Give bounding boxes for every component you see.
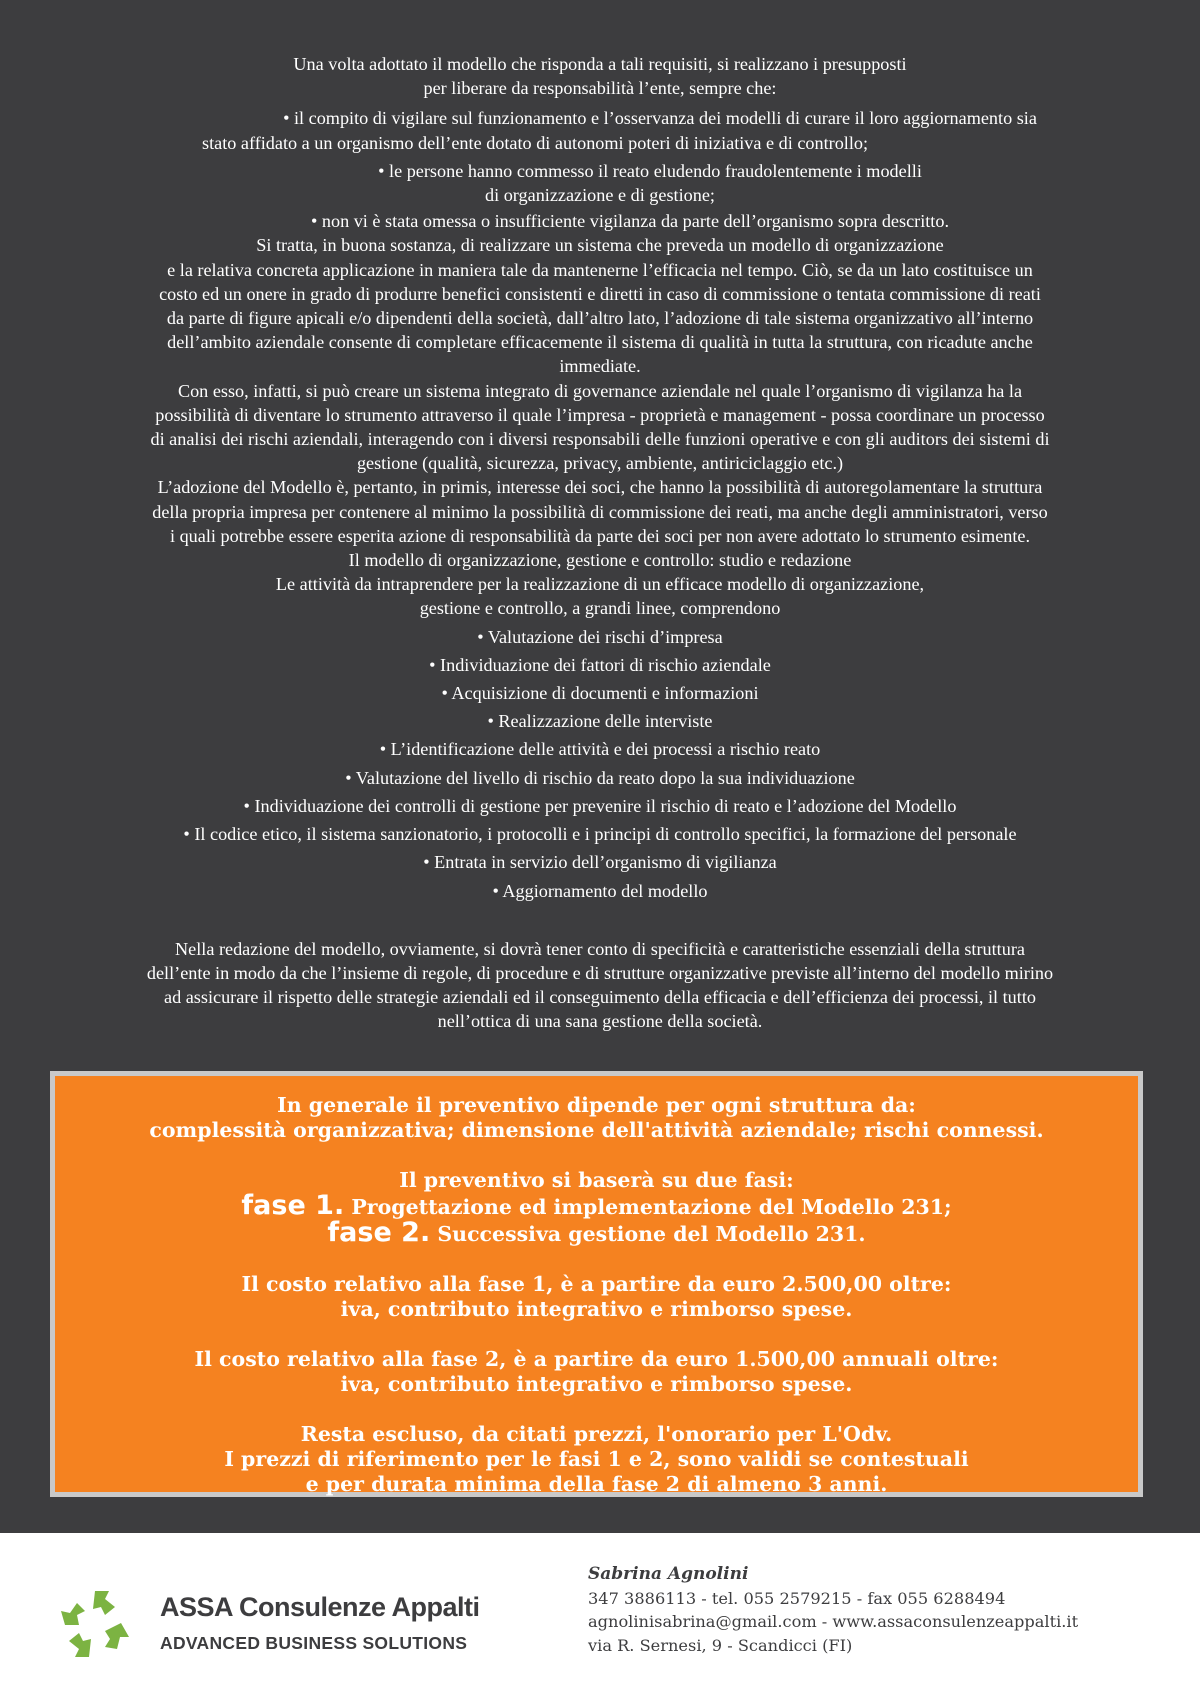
list-item: • Valutazione del livello di rischio da reato dopo la sua individuazione [345,767,855,788]
paragraph-line: gestione (qualità, sicurezza, privacy, ambiente, antiriciclaggio etc.) [356,453,844,474]
quote-line: Resta escluso, da citati prezzi, l'onorario per L'Odv. [300,1422,893,1446]
list-item: • Aggiornamento del modello [492,880,708,901]
contact-phones: 347 3886113 - tel. 055 2579215 - fax 055 6288494 [588,1588,1006,1608]
quote-line: iva, contributo integrativo e rimborso spese. [340,1372,853,1396]
requirement-item: • il compito di vigilare sul funzionamento e l’osservanza dei modelli di curare il loro aggiornamento sia [283,108,1037,129]
recycle-arrows-logo-icon [55,1585,135,1665]
list-item: • Individuazione dei controlli di gestione per prevenire il rischio di reato e l’adozione del Modello [243,795,957,816]
paragraph-line: L’adozione del Modello è, pertanto, in primis, interesse dei soci, che hanno la possibilità di autoregolamentare la struttura [157,477,1043,498]
paragraph-line: Con esso, infatti, si può creare un sistema integrato di governance aziendale nel quale l’organismo di vigilanza ha la [177,380,1023,401]
activities-list [40,623,1160,905]
paragraph-line: nell’ottica di una sana gestione della società. [437,1011,763,1032]
quote-line: I prezzi di riferimento per le fasi 1 e 2, sono validi se contestuali [224,1447,969,1471]
company-name: ASSA Consulenze Appalti [160,1592,480,1622]
quote-box-frame [50,1071,1143,1497]
list-item: • Realizzazione delle interviste [487,711,713,732]
paragraph-line: gestione e controllo, a grandi linee, comprendono [419,598,781,619]
paragraph-line: Nella redazione del modello, ovviamente, si dovrà tener conto di specificità e caratteristiche essenziali della struttura [175,938,1025,959]
paragraph-line: i quali potrebbe essere esperita azione di responsabilità da parte dei soci per non avere adottato lo strumento esimente. [169,525,1031,546]
quote-line: Il preventivo si baserà su due fasi: [399,1168,794,1192]
requirement-item-continued: di organizzazione e di gestione; [485,185,715,206]
quote-line: iva, contributo integrativo e rimborso spese. [340,1297,853,1321]
quote-line: e per durata minima della fase 2 di almeno 3 anni. [305,1472,888,1496]
quote-line: In generale il preventivo dipende per ogni struttura da: [277,1093,916,1117]
paragraph-line: Le attività da intraprendere per la realizzazione di un efficace modello di organizzazione, [275,574,925,595]
paragraph-line: di analisi dei rischi aziendali, interagendo con i diversi responsabili delle funzioni operative e con gli auditors dei sistemi di [150,429,1050,450]
paragraph-line: immediate. [559,356,641,377]
contact-web[interactable]: agnolinisabrina@gmail.com - www.assaconsulenzeappalti.it [588,1612,1079,1631]
intro-line: Una volta adottato il modello che risponda a tali requisiti, si realizzano i presupposti [293,54,907,74]
paragraph-line: dell’ente in modo da che l’insieme di regole, di procedure e di strutture organizzative previste all’interno del modello mirino [146,962,1054,983]
quote-line: complessità organizzativa; dimensione dell'attività aziendale; rischi connessi. [149,1118,1044,1142]
phase-1-label: fase 1. [241,1190,345,1221]
company-block [160,1592,480,1654]
paragraph-line: ad assicurare il rispetto delle strategie aziendali ed il conseguimento della efficacia e dell’efficienza dei processi, il tutto [164,987,1036,1008]
list-item: • Il codice etico, il sistema sanzionatorio, i protocolli e i principi di controllo specifici, la formazione del personale [183,824,1017,845]
paragraph-line: dell’ambito aziendale consente di completare efficacemente il sistema di qualità in tutta la struttura, con ricadute anche [167,332,1033,353]
body-text [40,52,1160,1034]
list-item: • Acquisizione di documenti e informazioni [441,683,759,704]
paragraph-line: della propria impresa per contenere al minimo la possibilità di commissione dei reati, ma anche degli amministratori, verso [152,501,1048,522]
list-item: • Individuazione dei fattori di rischio aziendale [429,654,771,675]
phase-1-line [55,1190,1138,1221]
phase-2-label: fase 2. [327,1217,431,1248]
section-heading: Il modello di organizzazione, gestione e controllo: studio e redazione [348,550,852,571]
phase-2-line [55,1217,1138,1248]
paragraph-line: possibilità di diventare lo strumento attraverso il quale l’impresa - proprietà e management - possa coordinare un processo [155,404,1045,425]
intro-line: per liberare da responsabilità l’ente, sempre che: [423,78,777,99]
contact-address: via R. Sernesi, 9 - Scandicci (FI) [588,1635,853,1655]
phase-1-text: Progettazione ed implementazione del Modello 231; [344,1195,952,1219]
contact-block [588,1563,1078,1657]
list-item: • L’identificazione delle attività e dei processi a rischio reato [379,739,821,760]
company-tagline: ADVANCED BUSINESS SOLUTIONS [160,1633,468,1653]
paragraph-line: Si tratta, in buona sostanza, di realizzare un sistema che preveda un modello di organizzazione [256,235,944,256]
quote-box [55,1076,1138,1496]
requirement-item-continued: stato affidato a un organismo dell’ente dotato di autonomi poteri di iniziativa e di controllo; [202,132,869,153]
quote-line: Il costo relativo alla fase 2, è a partire da euro 1.500,00 annuali oltre: [194,1347,999,1371]
requirement-item: • non vi è stata omessa o insufficiente vigilanza da parte dell’organismo sopra descritto. [310,211,950,232]
paragraph-line: costo ed un onere in grado di produrre benefici consistenti e diretti in caso di commissione o tentata commissione di reati [159,283,1041,304]
list-item: • Valutazione dei rischi d’impresa [477,626,723,647]
paragraph-line: da parte di figure apicali e/o dipendenti della società, dall’altro lato, l’adozione di tale sistema organizzativo all’interno [166,308,1034,329]
list-item: • Entrata in servizio dell’organismo di vigilianza [423,852,777,873]
phase-2-text: Successiva gestione del Modello 231. [430,1222,866,1246]
contact-person: Sabrina Agnolini [588,1564,749,1584]
paragraph-line: e la relativa concreta applicazione in maniera tale da mantenerne l’efficacia nel tempo. Ciò, se da un lato costituisce un [167,259,1033,280]
quote-line: Il costo relativo alla fase 1, è a partire da euro 2.500,00 oltre: [241,1272,952,1296]
requirement-item: • le persone hanno commesso il reato eludendo fraudolentemente i modelli [378,160,922,181]
